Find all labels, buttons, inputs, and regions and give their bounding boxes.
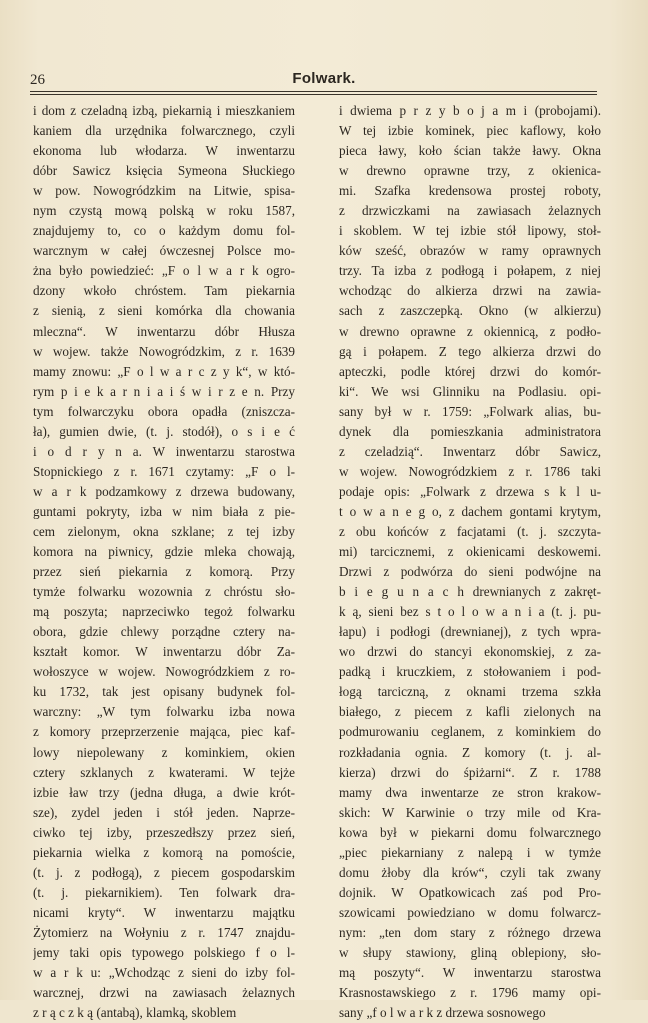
- text-line: w drewno oprawne z okiennicą, z podło-: [339, 323, 601, 339]
- text-line: warczny: „W tym folwarku izba nowa: [33, 704, 295, 720]
- text-line: żna było powiedzieć: „F o l w a r k ogro-: [33, 263, 295, 279]
- text-line: guntami pokryty, izba w nim biała z pie-: [33, 503, 295, 519]
- text-line: z obu końców z facjatami (t. j. szczyta-: [339, 523, 601, 539]
- text-line: piekarnia wielka z komorą na pomoście,: [33, 844, 295, 860]
- left-text-column: [33, 101, 295, 1023]
- text-line: Krasnostawskiego z r. 1796 mamy opi-: [339, 985, 601, 1001]
- text-line: cem zielonym, okna szklane; z tej izby: [33, 523, 295, 539]
- text-line: (t. j. z podłogą), z piecem gospodarskim: [33, 864, 295, 880]
- text-line: (t. j. piekarnikiem). Ten folwark dra-: [33, 884, 295, 900]
- text-line: warcznym w całej ówczesnej Polsce mo-: [33, 243, 295, 259]
- text-line: mą poszyta; naprzeciwko tegoż folwarku: [33, 604, 295, 620]
- text-line: mi) tarcicznemi, z okienicami deskowemi.: [339, 544, 601, 560]
- text-line: „piec piekarniany z nalepą i w tymże: [339, 844, 601, 860]
- text-line: przez sień piekarnia z komorą. Przy: [33, 564, 295, 580]
- text-line: trzy. Ta izba z podłogą i połapem, z niej: [339, 263, 601, 279]
- text-line: w wojew. także Nowogródzkim, z r. 1639: [33, 343, 295, 359]
- text-line: domu żłoby dla krów“, czyli tak zwany: [339, 864, 601, 880]
- text-line: znajdujemy to, co o każdym domu fol-: [33, 223, 295, 239]
- text-line: Stopnickiego z r. 1671 czytamy: „F o l-: [33, 463, 295, 479]
- text-line: dóbr Sawicz księcia Symeona Słuckiego: [33, 163, 295, 179]
- text-line: ki“. We wsi Glinniku na Podlasiu. opi-: [339, 383, 601, 399]
- header-rule-bottom: [30, 94, 597, 95]
- text-line: z komory przeprzerzenie mająca, piec kaf-: [33, 724, 295, 740]
- text-line: i dwiema p r z y b o j a m i (probojami).: [339, 103, 601, 118]
- text-line: t o w a n e g o, z dachem gontami krytym,: [339, 503, 601, 519]
- text-line: mleczna“. W inwentarzu dóbr Hłusza: [33, 323, 295, 339]
- text-line: wchodząc do alkierza drzwi na zawia-: [339, 283, 601, 299]
- text-line: ków sześć, obrazów w ramy oprawnych: [339, 243, 601, 259]
- text-line: obora, gdzie chlewy porządne cztery na-: [33, 624, 295, 640]
- text-line: ekonoma lub włodarza. W inwentarzu: [33, 143, 295, 159]
- text-line: kształt komor. W inwentarzu dóbr Za-: [33, 644, 295, 660]
- text-line: nym czystą mową polską w roku 1587,: [33, 203, 295, 219]
- text-line: w pow. Nowogródzkim na Litwie, spisa-: [33, 183, 295, 199]
- text-line: komora na piwnicy, gdzie mleka chowają,: [33, 544, 295, 560]
- text-line: jemy taki opis typowego polskiego f o l-: [33, 944, 295, 960]
- text-line: W tej izbie kominek, piec kaflowy, koło: [339, 123, 601, 139]
- text-line: sany „f o l w a r k z drzewa sosnowego: [339, 1005, 546, 1021]
- text-line: ku 1732, tak jest opisany budynek fol-: [33, 684, 295, 700]
- text-line: b i e g u n a c h drewnianych z zakręt-: [339, 584, 601, 600]
- text-line: tym folwarczyku obora opadła (zniszcza-: [33, 403, 295, 419]
- text-line: w a r k u: „Wchodząc z sieni do izby fol-: [33, 965, 295, 981]
- text-line: z czeladzią“. Inwentarz dóbr Sawicz,: [339, 443, 601, 459]
- text-line: pieca ławy, koło ścian także ławy. Okna: [339, 143, 601, 159]
- text-line: łapu) i podłogi (drewnianej), z tych wpra-: [339, 624, 601, 640]
- text-line: podmurowaniu ceglanem, z kominkiem do: [339, 724, 601, 740]
- text-line: i o d r y n a. W inwentarzu starostwa: [33, 443, 295, 459]
- text-line: padką i kruczkiem, z stołowaniem i pod-: [339, 664, 601, 680]
- text-line: z sienią, z sieni komórka dla chowania: [33, 303, 295, 319]
- text-line: sany był w r. 1759: „Folwark alias, bu-: [339, 403, 601, 419]
- text-line: ciwko tej izby, przeszedłszy przez sień,: [33, 824, 295, 840]
- text-line: cztery szklanych z kwaterami. W tejże: [33, 764, 295, 780]
- text-line: kowa był w piekarni domu folwarcznego: [339, 824, 601, 840]
- text-line: mamy znowu: „F o l w a r c z y k“, w któ-: [33, 363, 295, 379]
- text-line: nym: „ten dom stary z różnego drzewa: [339, 924, 601, 940]
- text-line: kierza) drzwi do śpiżarni“. Z r. 1788: [339, 764, 601, 780]
- text-line: wołoszyce w wojew. Nowogródzkiem z ro-: [33, 664, 295, 680]
- text-line: mi. Szafka kredensowa prostej roboty,: [339, 183, 601, 199]
- text-line: kaniem dla urzędnika folwarcznego, czyli: [33, 123, 295, 139]
- text-line: tymże folwarku wozownia z chróstu sło-: [33, 584, 295, 600]
- text-line: i dom z czeladną izbą, piekarnią i mieszkaniem: [33, 103, 295, 118]
- text-line: dojnik. W Opatkowicach zaś pod Pro-: [339, 884, 601, 900]
- text-line: w drewno oprawne trzy, z okienica-: [339, 163, 601, 179]
- text-line: dzony wkoło chróstem. Tam piekarnia: [33, 283, 295, 299]
- text-line: sze), zydel jeden i stół jeden. Naprze-: [33, 804, 295, 820]
- running-title: Folwark.: [292, 70, 356, 87]
- right-text-column: [339, 101, 601, 1023]
- text-line: z drzwiczkami na zawiasach żelaznych: [339, 203, 601, 219]
- header-rule-top: [30, 91, 597, 92]
- text-line: apteczki, podle której drzwi do komór-: [339, 363, 601, 379]
- text-line: gą i połapem. Z tego alkierza drzwi do: [339, 343, 601, 359]
- text-line: dynek dla pomieszkania administratora: [339, 423, 601, 439]
- text-line: izbie ław trzy (jedna długa, a dwie krót-: [33, 784, 295, 800]
- text-line: i skoblem. W tej izbie stół lipowy, stoł-: [339, 223, 601, 239]
- text-line: skich: W Karwinie o trzy mile od Kra-: [339, 804, 601, 820]
- text-line: w słupy stawiony, gliną oblepiony, sło-: [339, 944, 601, 960]
- text-line: rym p i e k a r n i a i ś w i r z e n. Przy: [33, 383, 295, 399]
- text-line: szowicami powiedziano w domu folwarcz-: [339, 904, 601, 920]
- text-line: wo drzwi do stancyi ekonomskiej, z za-: [339, 644, 601, 660]
- text-line: rozkładania ognia. Z komory (t. j. al-: [339, 744, 601, 760]
- text-line: łogą tarciczną, z oknami trzema szkła: [339, 684, 601, 700]
- text-line: k ą, sieni bez s t o l o w a n i a (t. j. pu-: [339, 604, 601, 620]
- text-line: podaje opis: „Folwark z drzewa s k l u-: [339, 483, 601, 499]
- text-line: Drzwi z podwórza do sieni podwójne na: [339, 564, 601, 580]
- text-line: mą poszyty“. W inwentarzu starostwa: [339, 965, 601, 981]
- page-number: 26: [30, 72, 45, 88]
- text-line: mamy dwa inwentarze ze stron krakow-: [339, 784, 601, 800]
- text-line: z r ą c z k ą (antabą), klamką, skoblem: [33, 1005, 237, 1021]
- text-line: Żytomierz na Wołyniu z r. 1747 znajdu-: [33, 924, 295, 940]
- text-line: warcznej, drzwi na zawiasach żelaznych: [33, 985, 295, 1001]
- text-line: sach z zaszczepką. Okno (w alkierzu): [339, 303, 601, 319]
- text-line: w wojew. Nowogródzkiem z r. 1786 taki: [339, 463, 601, 479]
- text-line: ła), gumien dwie, (t. j. stodół), o s i e ć: [33, 423, 295, 439]
- text-line: lowy niepolewany z kominkiem, okien: [33, 744, 295, 760]
- text-line: białego, z piecem z kafli zielonych na: [339, 704, 601, 720]
- text-line: w a r k podzamkowy z drzewa budowany,: [33, 483, 295, 499]
- text-line: nicami kryty“. W inwentarzu majątku: [33, 904, 295, 920]
